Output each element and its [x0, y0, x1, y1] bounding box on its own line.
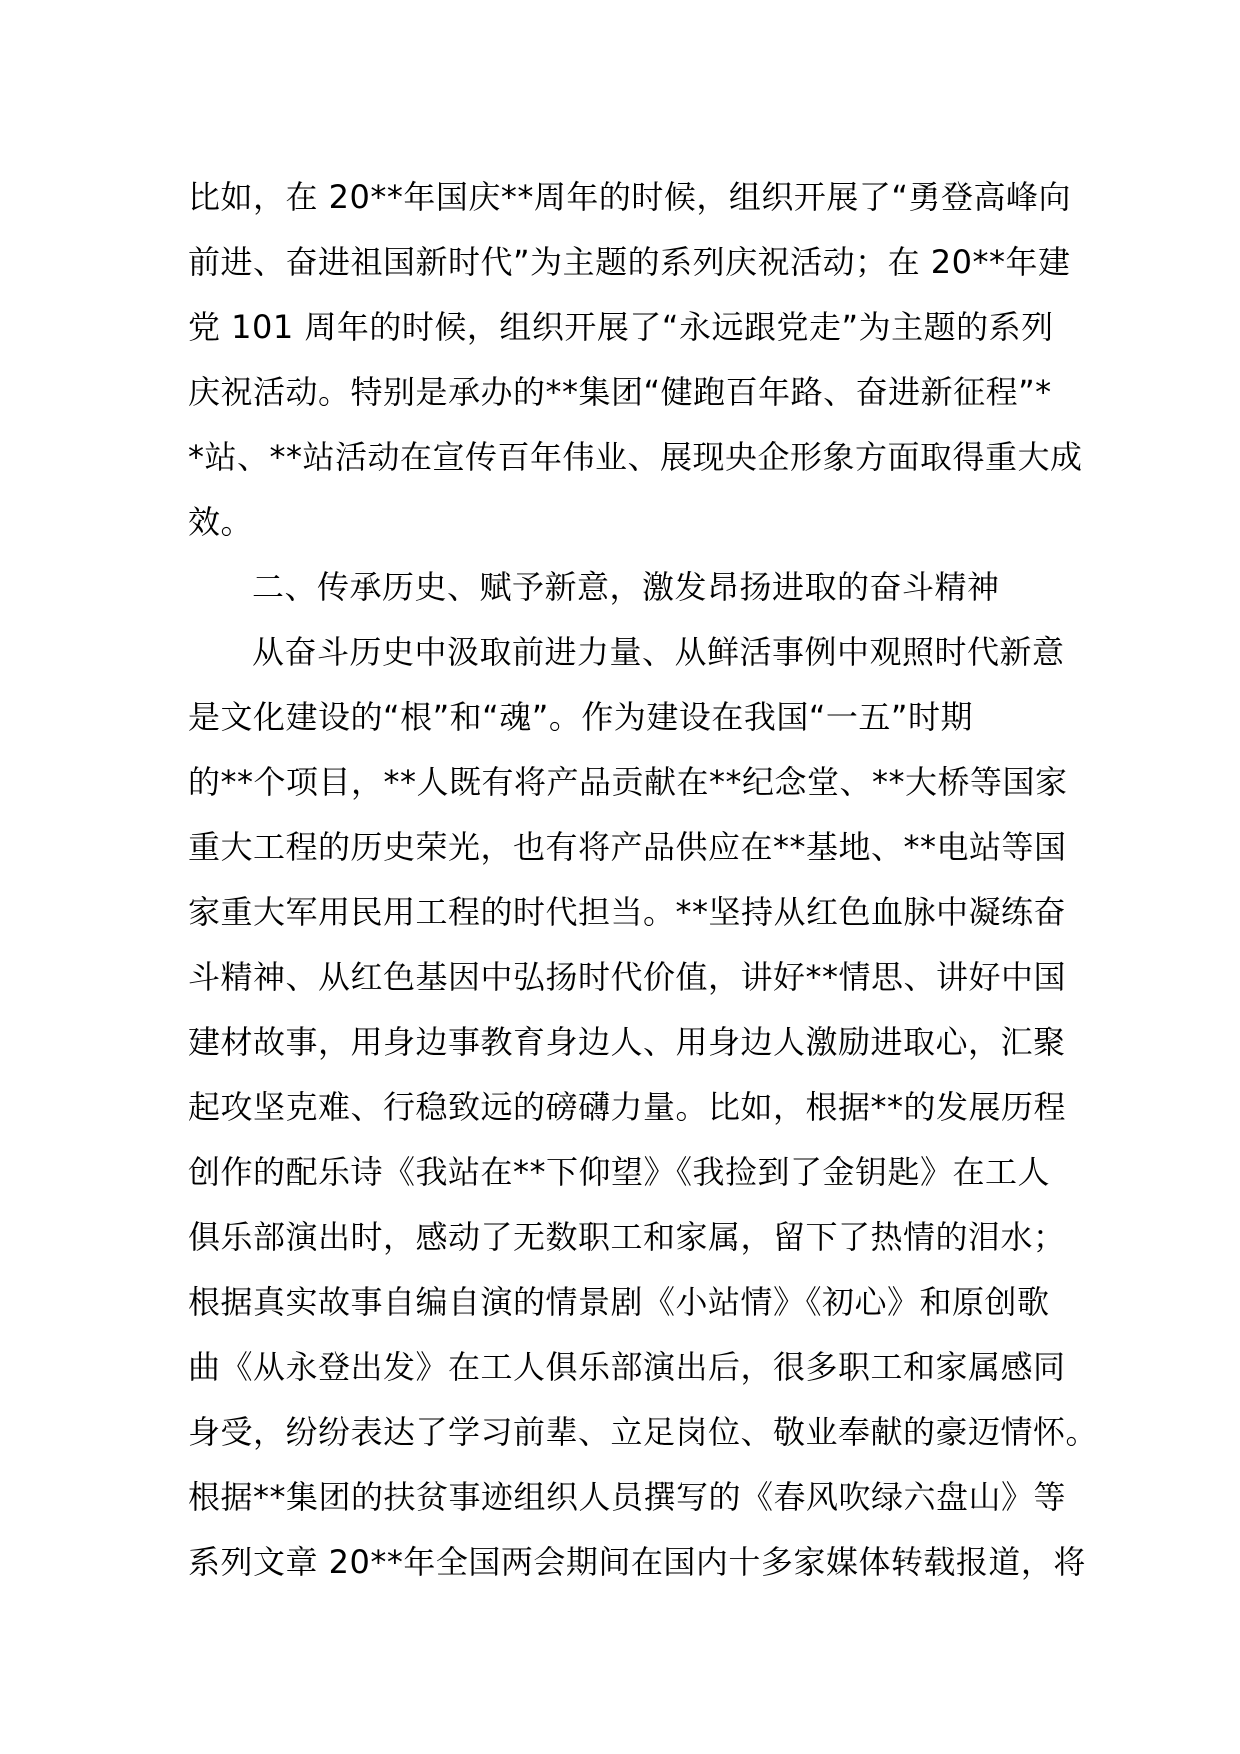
text-line: 曲《从永登出发》在工人俱乐部演出后，很多职工和家属感同 [188, 1348, 1066, 1386]
text-line: 效。 [188, 503, 254, 541]
text-line: 是文化建设的“根”和“魂”。作为建设在我国“一五”时期 [188, 698, 973, 736]
text-line: 党 101 周年的时候，组织开展了“永远跟党走”为主题的系列 [188, 308, 1054, 346]
text-line: 重大工程的历史荣光，也有将产品供应在**基地、**电站等国 [188, 828, 1067, 866]
text-line: 斗精神、从红色基因中弘扬时代价值，讲好**情思、讲好中国 [188, 958, 1067, 996]
text-line: 比如，在 20**年国庆**周年的时候，组织开展了“勇登高峰向 [188, 178, 1071, 216]
text-line: 庆祝活动。特别是承办的**集团“健跑百年路、奋进新征程”* [188, 373, 1052, 411]
text-line: 创作的配乐诗《我站在**下仰望》《我捡到了金钥匙》在工人 [188, 1153, 1051, 1191]
text-line: 建材故事，用身边事教育身边人、用身边人激励进取心，汇聚 [188, 1023, 1066, 1061]
text-line: 系列文章 20**年全国两会期间在国内十多家媒体转载报道，将 [188, 1543, 1086, 1581]
text-line: 身受，纷纷表达了学习前辈、立足岗位、敬业奉献的豪迈情怀。 [188, 1413, 1099, 1451]
text-line: 根据真实故事自编自演的情景剧《小站情》《初心》和原创歌 [188, 1283, 1050, 1321]
body-text [188, 165, 1099, 1595]
text-line: 的**个项目，**人既有将产品贡献在**纪念堂、**大桥等国家 [188, 763, 1068, 801]
text-line: 起攻坚克难、行稳致远的磅礴力量。比如，根据**的发展历程 [188, 1088, 1067, 1126]
text-line: 家重大军用民用工程的时代担当。**坚持从红色血脉中凝练奋 [188, 893, 1067, 931]
text-line: *站、**站活动在宣传百年伟业、展现央企形象方面取得重大成 [188, 438, 1083, 476]
text-line: 前进、奋进祖国新时代”为主题的系列庆祝活动；在 20**年建 [188, 243, 1071, 281]
section-heading: 二、传承历史、赋予新意，激发昂扬进取的奋斗精神 [252, 568, 1000, 606]
text-line: 从奋斗历史中汲取前进力量、从鲜活事例中观照时代新意 [252, 633, 1065, 671]
text-line: 俱乐部演出时，感动了无数职工和家属，留下了热情的泪水； [188, 1218, 1066, 1256]
text-line: 根据**集团的扶贫事迹组织人员撰写的《春风吹绿六盘山》等 [188, 1478, 1067, 1516]
